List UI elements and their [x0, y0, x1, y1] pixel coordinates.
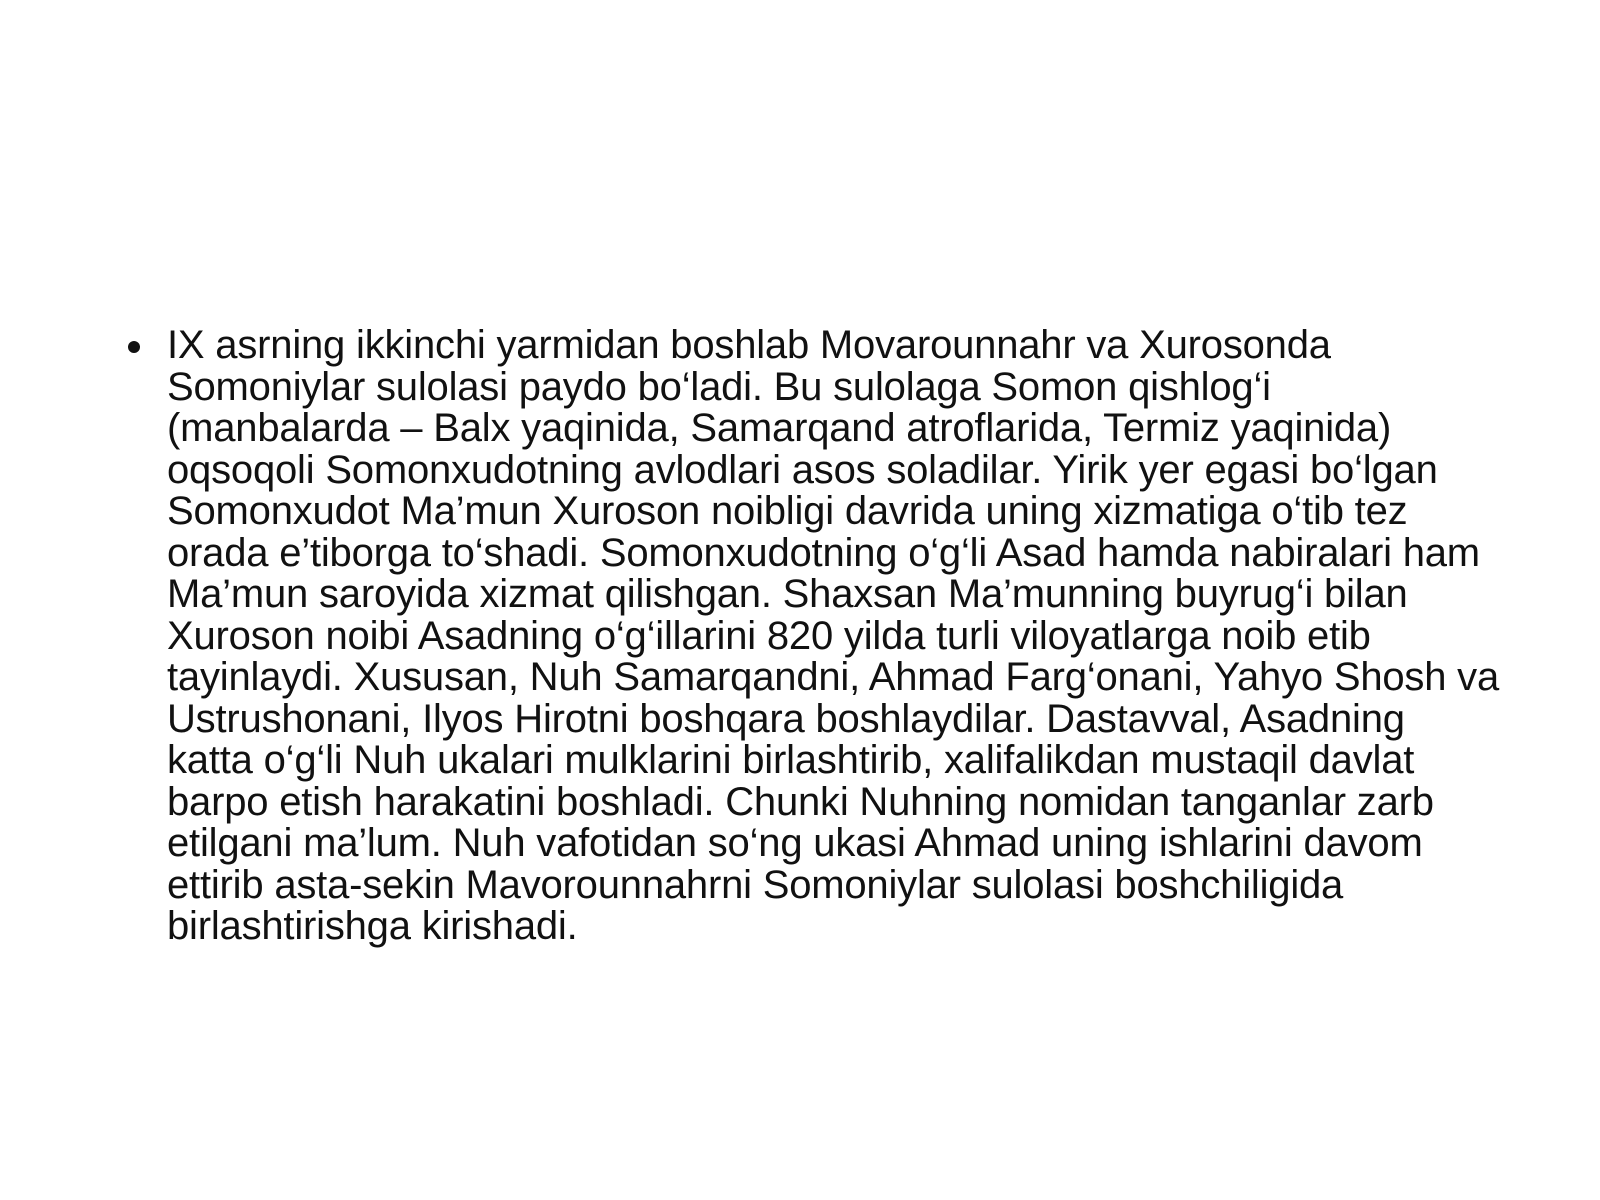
bullet-text: IX asrning ikkinchi yarmidan boshlab Movarounnahr va Xurosonda Somoniylar sulolasi paydo bo‘ladi. Bu sulolaga Somon qishlog‘i (manbalarda – Balx yaqinida, Samarqand atroflarida, Termiz yaqinida) oqsoqoli Somonxudotning avlodlari asos soladilar. Yirik yer egasi bo‘lgan Somonxudot Ma’mun Xuroson noibligi davrida uning xizmatiga o‘tib tez orada e’tiborga to‘shadi. Somonxudotning o‘g‘li Asad hamda nabiralari ham Ma’mun saroyida xizmat qilishgan. Shaxsan Ma’munning buyrug‘i bilan Xuroson noibi Asadning o‘g‘illarini 820 yilda turli viloyatlarga noib etib tayinlaydi. Xususan, Nuh Samarqandni, Ahmad Farg‘onani, Yahyo Shosh va Ustrushonani, Ilyos Hirotni boshqara boshlaydilar. Dastavval, Asadning katta o‘g‘li Nuh ukalari mulklarini birlashtirib, xalifalikdan mustaqil davlat barpo etish harakatini boshladi. Chunki Nuhning nomidan tanganlar zarb etilgani ma’lum. Nuh vafotidan so‘ng ukasi Ahmad uning ishlarini davom ettirib asta-sekin Mavorounnahrni Somoniylar sulolasi boshchiligida birlashtirishga kirishadi. [167, 323, 1500, 948]
bullet-item [120, 325, 1500, 948]
slide-body [120, 325, 1500, 948]
bullet-icon [128, 341, 140, 353]
